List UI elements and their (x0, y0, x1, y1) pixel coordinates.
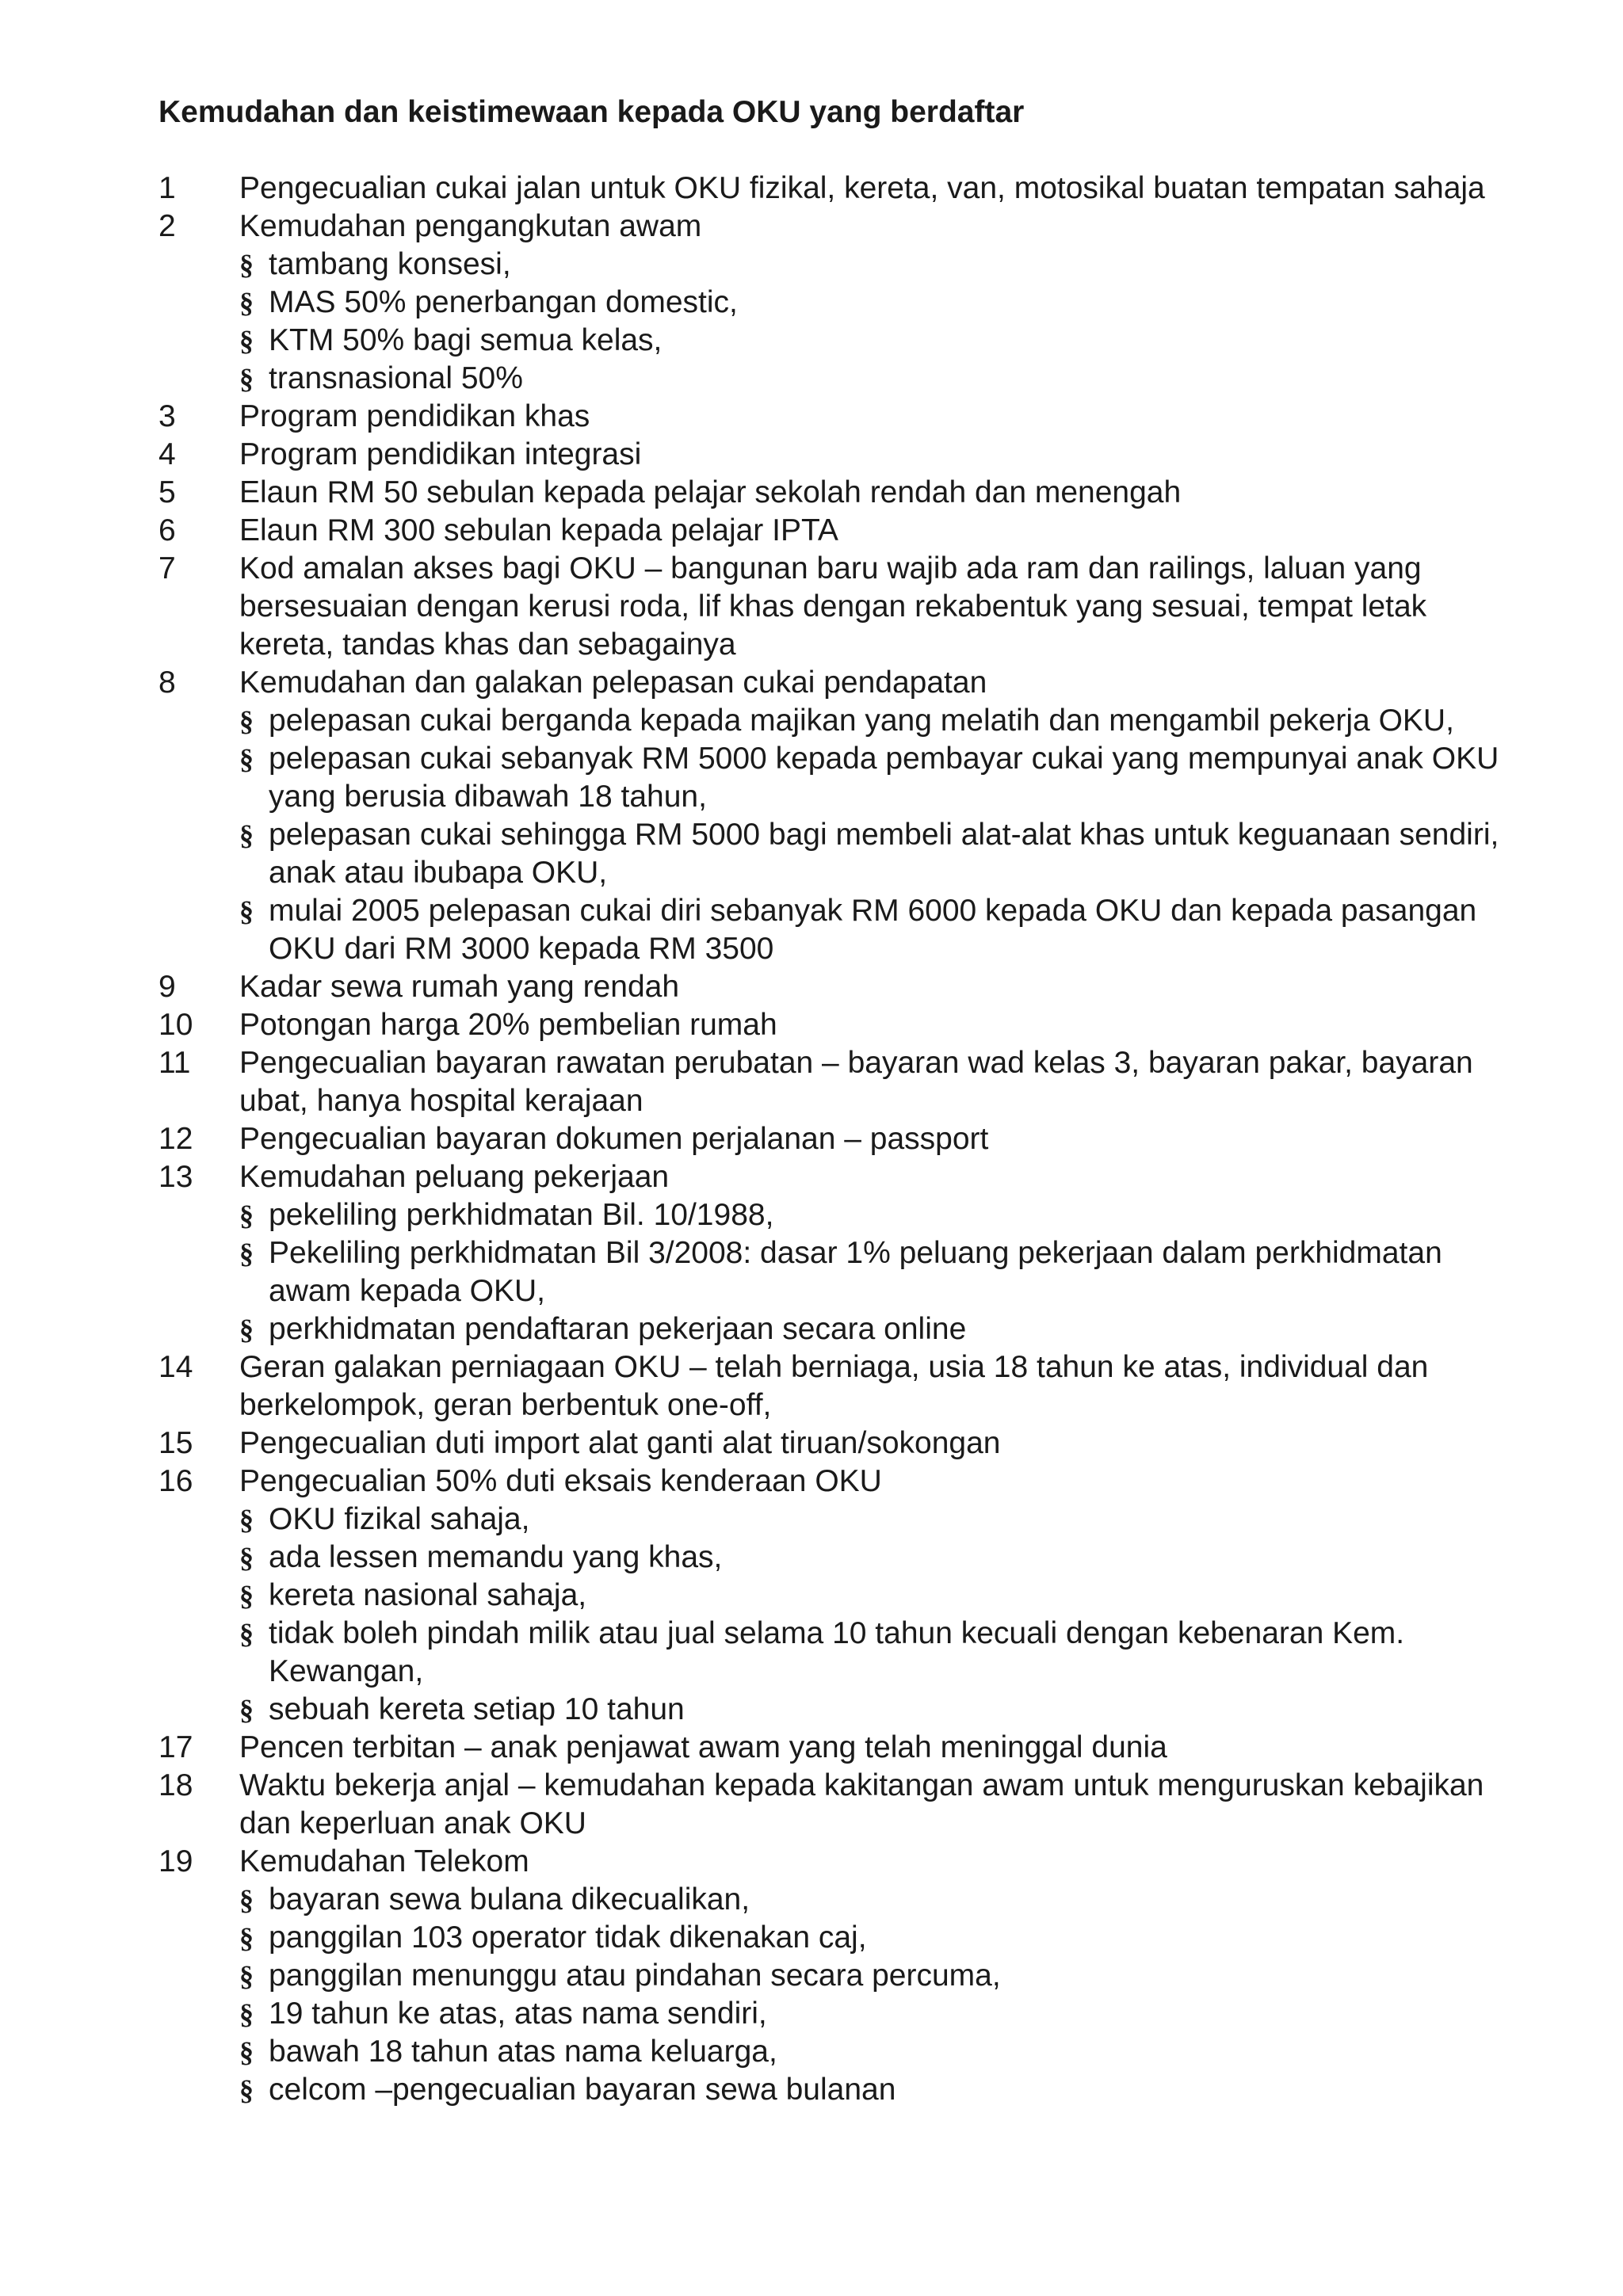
section-sign-bullet-icon: § (239, 1542, 254, 1573)
sub-item (239, 1995, 1528, 2033)
item-number: 3 (158, 399, 176, 433)
sub-item (239, 1310, 1528, 1348)
sub-list (239, 702, 1528, 968)
list-item-8 (158, 664, 1528, 968)
sub-item (239, 892, 1528, 968)
item-number: 16 (158, 1464, 193, 1498)
item-number: 11 (158, 1046, 191, 1080)
item-text: Program pendidikan khas (239, 399, 590, 433)
item-text: Kemudahan dan galakan pelepasan cukai pendapatan (239, 666, 987, 700)
sub-item-text: celcom –pengecualian bayaran sewa bulanan (269, 2073, 896, 2107)
section-sign-bullet-icon: § (239, 743, 254, 775)
section-sign-bullet-icon: § (239, 1504, 254, 1535)
sub-list (239, 1881, 1528, 2109)
sub-item (239, 322, 1528, 360)
section-sign-bullet-icon: § (239, 1960, 254, 1992)
sub-item (239, 2033, 1528, 2071)
item-text: Pengecualian 50% duti eksais kenderaan OKU (239, 1464, 882, 1498)
item-number: 10 (158, 1008, 193, 1042)
sub-item-text: bawah 18 tahun atas nama keluarga, (269, 2035, 777, 2069)
list-item-19 (158, 1843, 1528, 2109)
item-number: 5 (158, 475, 176, 509)
list-item-2 (158, 208, 1528, 398)
sub-item-text: pekeliling perkhidmatan Bil. 10/1988, (269, 1198, 774, 1232)
section-sign-bullet-icon: § (239, 325, 254, 357)
item-text: Pencen terbitan – anak penjawat awam yang telah meninggal dunia (239, 1730, 1167, 1764)
sub-item (239, 360, 1528, 398)
item-number: 14 (158, 1350, 193, 1384)
section-sign-bullet-icon: § (239, 1922, 254, 1954)
item-text: Pengecualian bayaran dokumen perjalanan – passport (239, 1122, 989, 1156)
sub-item-text: transnasional 50% (269, 361, 523, 395)
sub-item (239, 2071, 1528, 2109)
sub-item-text: panggilan menunggu atau pindahan secara percuma, (269, 1958, 1001, 1993)
sub-item (239, 1196, 1528, 1234)
sub-item (239, 1919, 1528, 1957)
section-sign-bullet-icon: § (239, 705, 254, 737)
sub-item-text: sebuah kereta setiap 10 tahun (269, 1692, 685, 1726)
sub-item-text: tambang konsesi, (269, 247, 511, 281)
section-sign-bullet-icon: § (239, 1884, 254, 1916)
section-sign-bullet-icon: § (239, 363, 254, 395)
sub-item (239, 1957, 1528, 1995)
sub-item (239, 1691, 1528, 1729)
sub-item (239, 1234, 1528, 1310)
list-item-4 (158, 436, 1528, 474)
list-item-6 (158, 512, 1528, 550)
section-sign-bullet-icon: § (239, 895, 254, 927)
sub-item-text: mulai 2005 pelepasan cukai diri sebanyak RM 6000 kepada OKU dan kepada pasangan OKU dari RM 3000 kepada RM 3500 (269, 894, 1477, 966)
item-number: 7 (158, 551, 176, 585)
list-item-17 (158, 1729, 1528, 1767)
page-title: Kemudahan dan keistimewaan kepada OKU yang berdaftar (158, 95, 1025, 129)
section-sign-bullet-icon: § (239, 2036, 254, 2068)
sub-item-text: Pekeliling perkhidmatan Bil 3/2008: dasar 1% peluang pekerjaan dalam perkhidmatan awam kepada OKU, (269, 1236, 1442, 1308)
item-text: Program pendidikan integrasi (239, 437, 642, 471)
section-sign-bullet-icon: § (239, 1694, 254, 1726)
list-item-18 (158, 1767, 1528, 1843)
list-item-12 (158, 1120, 1528, 1158)
sub-item (239, 702, 1528, 740)
list-item-1 (158, 170, 1528, 208)
item-text: Kemudahan peluang pekerjaan (239, 1160, 670, 1194)
list-item-3 (158, 398, 1528, 436)
item-number: 9 (158, 970, 176, 1004)
benefits-list (158, 170, 1528, 2109)
section-sign-bullet-icon: § (239, 2074, 254, 2106)
list-item-13 (158, 1158, 1528, 1348)
section-sign-bullet-icon: § (239, 1618, 254, 1650)
section-sign-bullet-icon: § (239, 1998, 254, 2030)
sub-item-text: perkhidmatan pendaftaran pekerjaan secara online (269, 1312, 967, 1346)
list-item-15 (158, 1425, 1528, 1463)
sub-item-text: ada lessen memandu yang khas, (269, 1540, 723, 1574)
item-text: Kemudahan pengangkutan awam (239, 209, 702, 243)
item-text: Kadar sewa rumah yang rendah (239, 970, 680, 1004)
sub-item-text: 19 tahun ke atas, atas nama sendiri, (269, 1997, 767, 2031)
sub-item-text: panggilan 103 operator tidak dikenakan caj, (269, 1920, 867, 1955)
sub-item (239, 1881, 1528, 1919)
item-number: 12 (158, 1122, 193, 1156)
sub-list (239, 1501, 1528, 1729)
sub-item-text: OKU fizikal sahaja, (269, 1502, 530, 1536)
item-number: 13 (158, 1160, 193, 1194)
item-text: Waktu bekerja anjal – kemudahan kepada kakitangan awam untuk menguruskan kebajikan dan keperluan anak OKU (239, 1768, 1484, 1840)
sub-item-text: kereta nasional sahaja, (269, 1578, 587, 1612)
item-number: 1 (158, 171, 176, 205)
item-number: 2 (158, 209, 176, 243)
list-item-9 (158, 968, 1528, 1006)
sub-item-text: tidak boleh pindah milik atau jual selama 10 tahun kecuali dengan kebenaran Kem. Kewangan, (269, 1616, 1405, 1688)
section-sign-bullet-icon: § (239, 287, 254, 318)
item-number: 17 (158, 1730, 193, 1764)
list-item-11 (158, 1044, 1528, 1120)
list-item-7 (158, 550, 1528, 664)
sub-item-text: MAS 50% penerbangan domestic, (269, 285, 738, 319)
sub-item-text: bayaran sewa bulana dikecualikan, (269, 1882, 750, 1917)
section-sign-bullet-icon: § (239, 1314, 254, 1345)
item-text: Pengecualian bayaran rawatan perubatan – bayaran wad kelas 3, bayaran pakar, bayaran ubat, hanya hospital kerajaan (239, 1046, 1473, 1118)
item-text: Geran galakan perniagaan OKU – telah berniaga, usia 18 tahun ke atas, individual dan berkelompok, geran berbentuk one-off, (239, 1350, 1429, 1422)
list-item-10 (158, 1006, 1528, 1044)
sub-item-text: KTM 50% bagi semua kelas, (269, 323, 663, 357)
item-number: 8 (158, 666, 176, 700)
section-sign-bullet-icon: § (239, 1580, 254, 1611)
item-text: Elaun RM 300 sebulan kepada pelajar IPTA (239, 513, 838, 547)
section-sign-bullet-icon: § (239, 249, 254, 280)
list-item-16 (158, 1463, 1528, 1729)
sub-item (239, 1501, 1528, 1539)
item-text: Pengecualian duti import alat ganti alat tiruan/sokongan (239, 1426, 1001, 1460)
item-number: 15 (158, 1426, 193, 1460)
sub-item (239, 1577, 1528, 1615)
item-number: 4 (158, 437, 176, 471)
sub-item (239, 816, 1528, 892)
item-number: 6 (158, 513, 176, 547)
item-text: Elaun RM 50 sebulan kepada pelajar sekolah rendah dan menengah (239, 475, 1182, 509)
sub-item-text: pelepasan cukai sehingga RM 5000 bagi membeli alat-alat khas untuk keguanaan sendiri, anak atau ibubapa OKU, (269, 818, 1499, 890)
sub-item (239, 740, 1528, 816)
sub-list (239, 246, 1528, 398)
sub-item (239, 246, 1528, 284)
item-text: Potongan harga 20% pembelian rumah (239, 1008, 777, 1042)
sub-item (239, 1615, 1528, 1691)
item-text: Kod amalan akses bagi OKU – bangunan baru wajib ada ram dan railings, laluan yang bersesuaian dengan kerusi roda, lif khas dengan rekabentuk yang sesuai, tempat letak kereta, tandas khas dan sebagainya (239, 551, 1427, 662)
sub-list (239, 1196, 1528, 1348)
list-item-5 (158, 474, 1528, 512)
sub-item-text: pelepasan cukai sebanyak RM 5000 kepada pembayar cukai yang mempunyai anak OKU yang berusia dibawah 18 tahun, (269, 742, 1499, 814)
section-sign-bullet-icon: § (239, 819, 254, 851)
sub-item (239, 284, 1528, 322)
sub-item (239, 1539, 1528, 1577)
list-item-14 (158, 1348, 1528, 1425)
item-text: Pengecualian cukai jalan untuk OKU fizikal, kereta, van, motosikal buatan tempatan sahaja (239, 171, 1485, 205)
item-text: Kemudahan Telekom (239, 1844, 529, 1878)
sub-item-text: pelepasan cukai berganda kepada majikan yang melatih dan mengambil pekerja OKU, (269, 704, 1454, 738)
section-sign-bullet-icon: § (239, 1238, 254, 1269)
section-sign-bullet-icon: § (239, 1199, 254, 1231)
item-number: 18 (158, 1768, 193, 1802)
item-number: 19 (158, 1844, 193, 1878)
